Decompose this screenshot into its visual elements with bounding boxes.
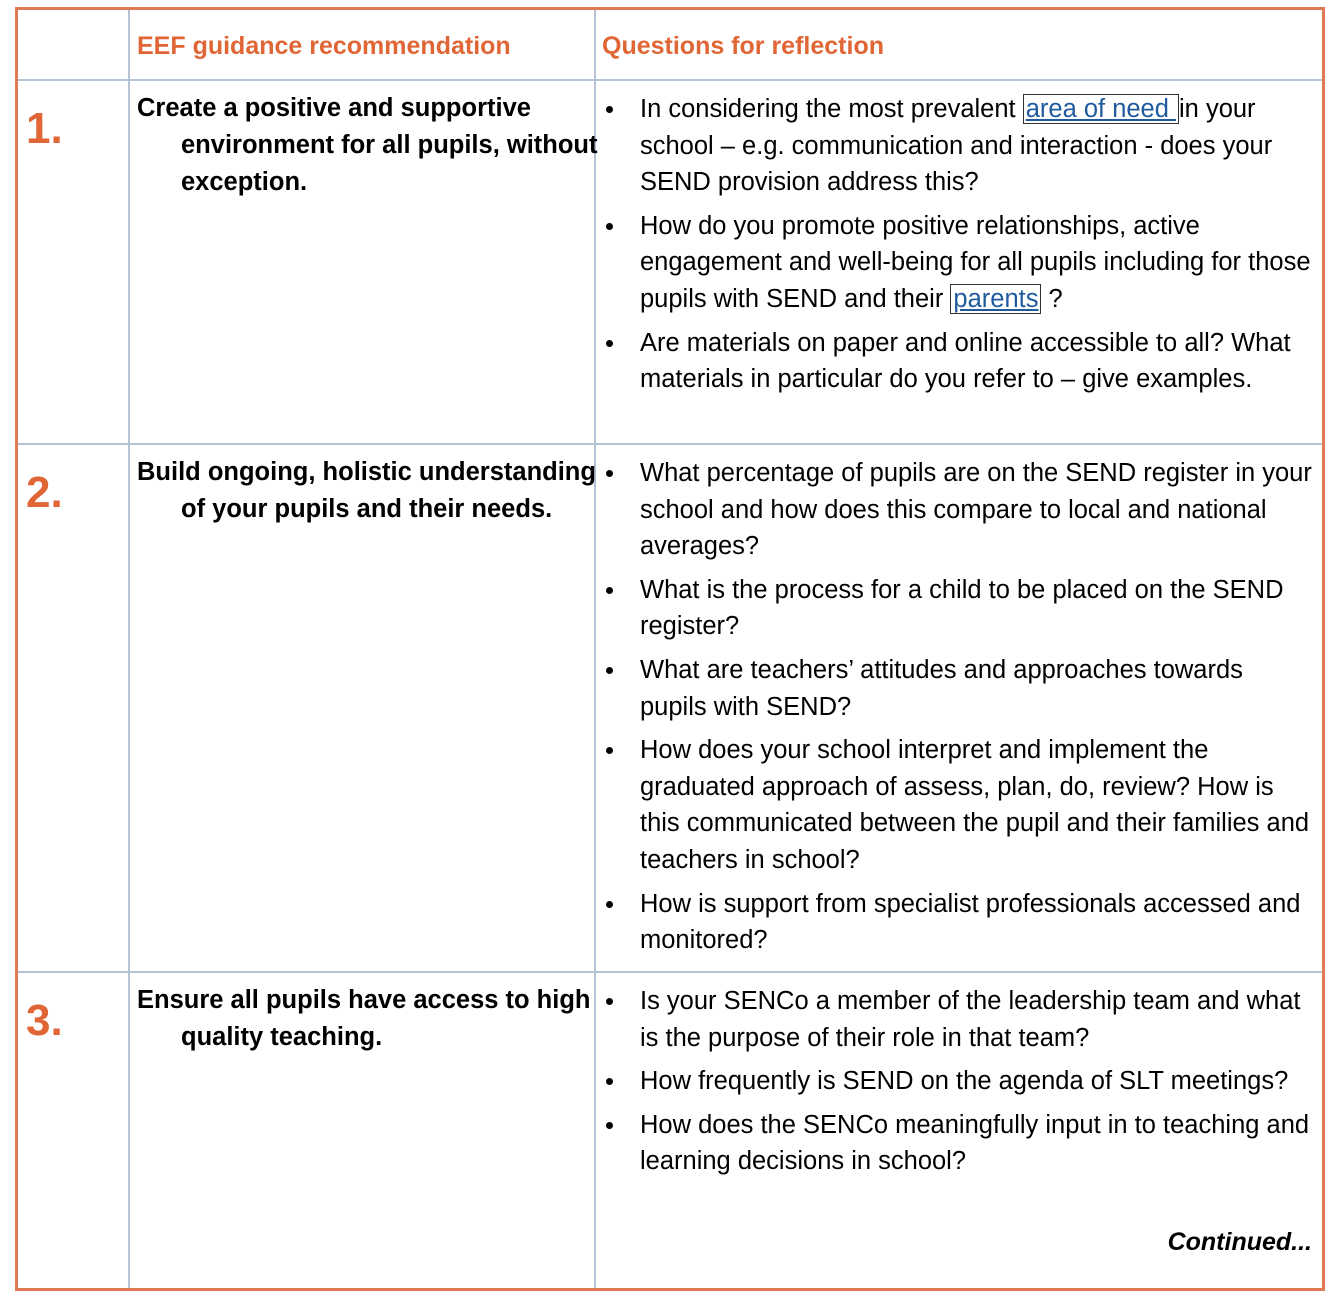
list-item: In considering the most prevalent area of need in your school – e.g. communication and interaction - does your SEND provision address this? [604, 91, 1316, 201]
question-list [604, 91, 1316, 405]
list-item: What percentage of pupils are on the SEND register in your school and how does this compare to local and national averages? [604, 455, 1316, 565]
list-item: How frequently is SEND on the agenda of SLT meetings? [604, 1063, 1316, 1100]
question-list [604, 455, 1316, 966]
recommendation-text: Ensure all pupils have access to high quality teaching. [137, 986, 591, 1051]
list-item: What is the process for a child to be placed on the SEND register? [604, 572, 1316, 645]
header-recommendation: EEF guidance recommendation [137, 32, 511, 60]
row-divider [18, 971, 1322, 973]
list-item: How is support from specialist professionals accessed and monitored? [604, 886, 1316, 959]
list-item: How does your school interpret and implement the graduated approach of assess, plan, do, review? How is this communicated between the pupil and their families and teachers in school? [604, 732, 1316, 878]
row-number: 2. [26, 468, 63, 517]
row-number: 3. [26, 996, 63, 1045]
recommendation-text: Build ongoing, holistic understanding of your pupils and their needs. [137, 458, 596, 523]
list-item: Is your SENCo a member of the leadership team and what is the purpose of their role in that team? [604, 983, 1316, 1056]
row-divider [18, 79, 1322, 81]
row-number: 1. [26, 104, 63, 153]
area-of-need-link[interactable]: area of need [1023, 94, 1179, 124]
list-item: Are materials on paper and online accessible to all? What materials in particular do you refer to – give examples. [604, 325, 1316, 398]
list-item: How does the SENCo meaningfully input in to teaching and learning decisions in school? [604, 1107, 1316, 1180]
list-item: What are teachers’ attitudes and approaches towards pupils with SEND? [604, 652, 1316, 725]
column-divider [594, 10, 596, 1288]
reflection-table [15, 7, 1325, 1291]
column-divider [128, 10, 130, 1288]
parents-link[interactable]: parents [950, 284, 1041, 314]
header-questions: Questions for reflection [602, 32, 884, 60]
row-divider [18, 443, 1322, 445]
list-item: How do you promote positive relationships, active engagement and well-being for all pupils including for those pupils with SEND and their parents ? [604, 208, 1316, 318]
question-list [604, 983, 1316, 1187]
continued-note: Continued... [1167, 1228, 1312, 1256]
recommendation-text: Create a positive and supportive environment for all pupils, without exception. [137, 94, 598, 196]
